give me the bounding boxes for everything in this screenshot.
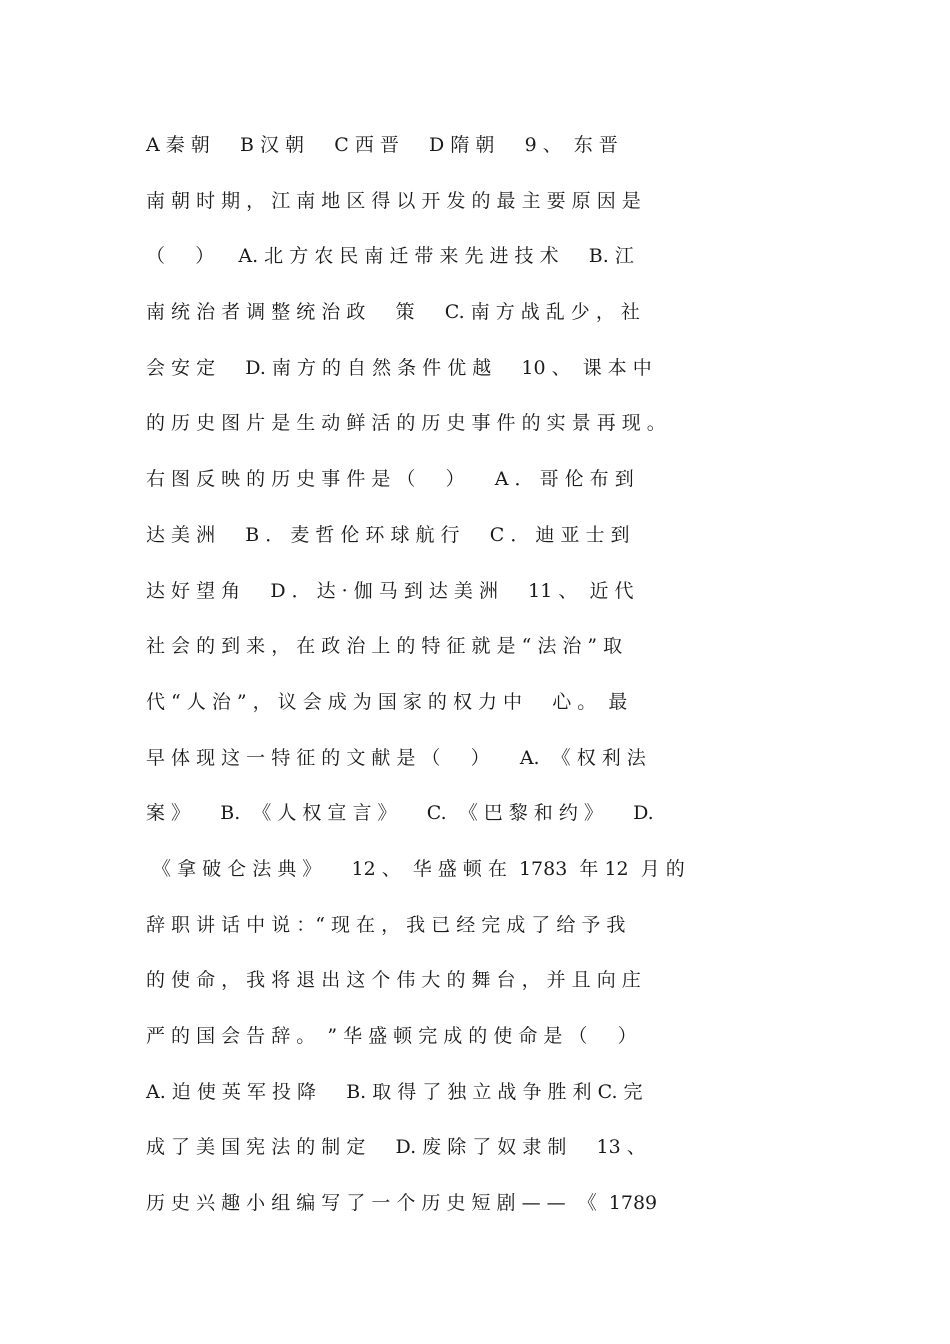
text-line: 《 拿 破 仑 法 典 》 12 、 华 盛 顿 在 1783 年 12 月 的 (146, 857, 685, 880)
text-line: 辞 职 讲 话 中 说 ：“ 现 在 ， 我 已 经 完 成 了 给 予 我 (146, 913, 626, 936)
text-line: （ ） A. 北 方 农 民 南 迁 带 来 先 进 技 术 B. 江 (146, 245, 634, 268)
text-line: 的 使 命 ， 我 将 退 出 这 个 伟 大 的 舞 台 ， 并 且 向 庄 (146, 969, 641, 992)
text-line: 右 图 反 映 的 历 史 事 件 是 （ ） A ． 哥 伦 布 到 (146, 468, 634, 491)
text-line: 严 的 国 会 告 辞 。 ” 华 盛 顿 完 成 的 使 命 是 （ ） (146, 1025, 637, 1047)
text-line: 成 了 美 国 宪 法 的 制 定 D. 废 除 了 奴 隶 制 13 、 (146, 1136, 646, 1159)
text-line: 社 会 的 到 来 ， 在 政 治 上 的 特 征 就 是 “ 法 治 ” 取 (146, 635, 623, 658)
question-text-block (146, 125, 836, 1239)
text-line: 的 历 史 图 片 是 生 动 鲜 活 的 历 史 事 件 的 实 景 再 现 。 (146, 412, 666, 435)
text-line: A 秦 朝 B 汉 朝 C 西 晋 D 隋 朝 9 、 东 晋 (146, 134, 618, 156)
text-line: 达 美 洲 B ． 麦 哲 伦 环 球 航 行 C ． 迪 亚 士 到 (146, 523, 630, 546)
text-line: 南 朝 时 期 ， 江 南 地 区 得 以 开 发 的 最 主 要 原 因 是 (146, 189, 641, 212)
text-line: 达 好 望 角 D ． 达 · 伽 马 到 达 美 洲 11 、 近 代 (146, 579, 634, 602)
text-line: 案 》 B. 《 人 权 宣 言 》 C. 《 巴 黎 和 约 》 D. (146, 802, 654, 825)
text-line: 会 安 定 D. 南 方 的 自 然 条 件 优 越 10 、 课 本 中 (146, 356, 652, 379)
text-line: 历 史 兴 趣 小 组 编 写 了 一 个 历 史 短 剧 — — 《 1789 (146, 1192, 658, 1215)
text-line: 南 统 治 者 调 整 统 治 政 策 C. 南 方 战 乱 少 ， 社 (146, 301, 640, 324)
text-line: 早 体 现 这 一 特 征 的 文 献 是 （ ） A. 《 权 利 法 (146, 746, 646, 769)
text-line: A. 迫 使 英 军 投 降 B. 取 得 了 独 立 战 争 胜 利 C. 完 (146, 1080, 643, 1103)
text-line: 代 “ 人 治 ” ， 议 会 成 为 国 家 的 权 力 中 心 。 最 (146, 690, 628, 713)
